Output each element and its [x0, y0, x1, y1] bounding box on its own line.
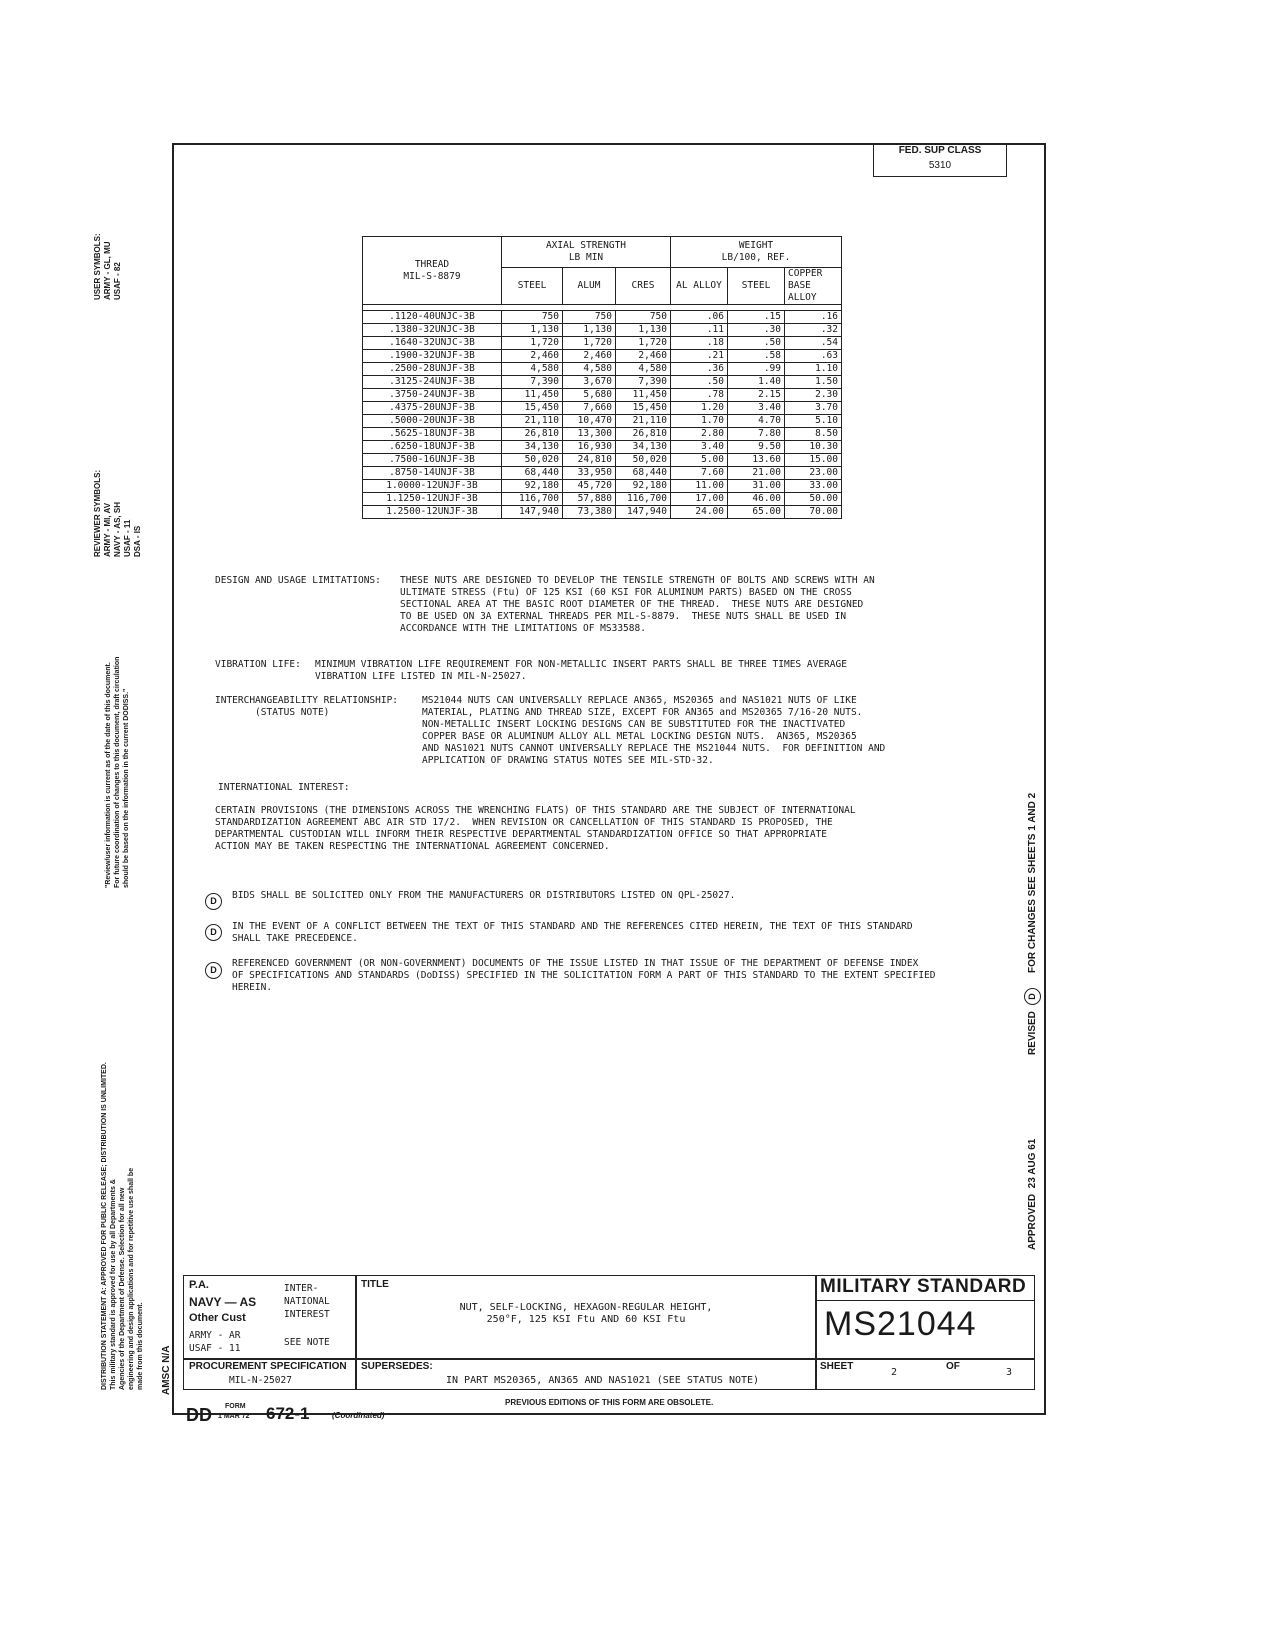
- form-date: 1 MAR 72: [218, 1413, 250, 1420]
- military-standard-label: MILITARY STANDARD: [820, 1276, 1027, 1297]
- value-cell: 24,810: [563, 454, 616, 467]
- col-al-alloy: AL ALLOY: [671, 268, 728, 305]
- thread-cell: 1.0000-12UNJF-3B: [363, 480, 502, 493]
- thread-cell: .7500-16UNJF-3B: [363, 454, 502, 467]
- table-row: [363, 441, 842, 454]
- value-cell: 13.60: [728, 454, 785, 467]
- value-cell: .50: [671, 376, 728, 389]
- value-cell: 116,700: [616, 493, 671, 506]
- table-row: [363, 311, 842, 324]
- col-weight-steel: STEEL: [728, 268, 785, 305]
- ms-number: MS21044: [824, 1305, 977, 1343]
- value-cell: .15: [728, 311, 785, 324]
- sheet-box: [815, 1358, 1035, 1390]
- changes-note: FOR CHANGES SEE SHEETS 1 AND 2: [1027, 792, 1038, 973]
- value-cell: 116,700: [502, 493, 563, 506]
- reviewer-symbols: [93, 470, 143, 557]
- value-cell: 17.00: [671, 493, 728, 506]
- distStmt-line: DISTRIBUTION STATEMENT A: APPROVED FOR PUBLIC RELEASE; DISTRIBUTION IS UNLIMITED.: [101, 1062, 108, 1390]
- value-cell: .30: [728, 324, 785, 337]
- design-text: THESE NUTS ARE DESIGNED TO DEVELOP THE TENSILE STRENGTH OF BOLTS AND SCREWS WITH AN ULTIMATE STRESS (Ftu) OF 125 KSI (60 KSI FOR ALUMINUM PARTS) BASED ON THE CROSS SECTIONAL AREA AT THE BASIC ROOT DIAMETER OF THE THREAD. THESE NUTS ARE DESIGNED TO BE USED ON 3A EXTERNAL THREADS PER MIL-S-8879. THESE NUTS SHALL BE USED IN ACCORDANCE WITH THE LIMITATIONS OF MS33588.: [400, 575, 875, 634]
- value-cell: 750: [502, 311, 563, 324]
- table-row: [363, 376, 842, 389]
- intl-interest: INTER- NATIONAL INTEREST: [284, 1283, 330, 1320]
- value-cell: 7,390: [616, 376, 671, 389]
- distStmt-line: This military standard is approved for use by all Departments &: [110, 1179, 117, 1390]
- value-cell: 5.10: [785, 415, 842, 428]
- value-cell: .32: [785, 324, 842, 337]
- vibration-text: MINIMUM VIBRATION LIFE REQUIREMENT FOR NON-METALLIC INSERT PARTS SHALL BE THREE TIMES AVERAGE VIBRATION LIFE LISTED IN MIL-N-25027.: [315, 659, 847, 682]
- revNotice-line: For future coordination of changes to this document, draft circulation: [114, 656, 121, 888]
- fed-sup-class-label: FED. SUP CLASS: [898, 145, 982, 156]
- value-cell: .11: [671, 324, 728, 337]
- table-row: [363, 350, 842, 363]
- sheet-number: 2: [891, 1367, 898, 1378]
- value-cell: 3.40: [728, 402, 785, 415]
- thread-header-l1: THREAD: [414, 258, 450, 270]
- interchange-label: INTERCHANGEABILITY RELATIONSHIP: (STATUS NOTE): [215, 695, 399, 718]
- distStmt-line: engineering and design applications and for repetitive use shall be: [128, 1167, 135, 1390]
- thread-cell: .6250-18UNJF-3B: [363, 441, 502, 454]
- value-cell: 26,810: [616, 428, 671, 441]
- thread-cell: .1900-32UNJF-3B: [363, 350, 502, 363]
- thread-cell: .1380-32UNJC-3B: [363, 324, 502, 337]
- table-row: [363, 493, 842, 506]
- value-cell: 34,130: [616, 441, 671, 454]
- army-ar: ARMY - AR: [189, 1330, 241, 1341]
- value-cell: 15.00: [785, 454, 842, 467]
- userSym-line: USAF - 82: [113, 262, 122, 300]
- value-cell: 1.40: [728, 376, 785, 389]
- value-cell: 7,660: [563, 402, 616, 415]
- sheet-label: SHEET: [820, 1361, 854, 1372]
- thread-cell: .1120-40UNJC-3B: [363, 311, 502, 324]
- of-label: OF: [946, 1361, 960, 1372]
- ms-box: [815, 1275, 1035, 1360]
- vibration-label: VIBRATION LIFE:: [215, 659, 301, 670]
- col-alum: ALUM: [563, 268, 616, 305]
- value-cell: 34,130: [502, 441, 563, 454]
- value-cell: 8.50: [785, 428, 842, 441]
- value-cell: 9.50: [728, 441, 785, 454]
- table-row: [363, 480, 842, 493]
- value-cell: 50,020: [502, 454, 563, 467]
- value-cell: 2.15: [728, 389, 785, 402]
- value-cell: 33.00: [785, 480, 842, 493]
- axial-strength-table-wrap: [362, 236, 842, 519]
- value-cell: 3,670: [563, 376, 616, 389]
- value-cell: 92,180: [502, 480, 563, 493]
- revSym-line: USAF - 11: [123, 519, 132, 557]
- value-cell: 4.70: [728, 415, 785, 428]
- value-cell: 65.00: [728, 506, 785, 519]
- other-cust: Other Cust: [189, 1312, 246, 1324]
- value-cell: 26,810: [502, 428, 563, 441]
- ms-divider: [816, 1300, 1034, 1301]
- col-steel: STEEL: [502, 268, 563, 305]
- weight-header-l1: WEIGHT: [738, 240, 774, 251]
- thread-cell: .8750-14UNJF-3B: [363, 467, 502, 480]
- revSym-line: DSA - IS: [133, 525, 142, 557]
- supersedes-label: SUPERSEDES:: [361, 1361, 433, 1372]
- revSym-line: REVIEWER SYMBOLS:: [93, 469, 102, 557]
- col-copper: COPPER BASE ALLOY: [785, 268, 842, 305]
- thread-header-l2: MIL-S-8879: [403, 270, 461, 282]
- thread-cell: 1.1250-12UNJF-3B: [363, 493, 502, 506]
- user-symbols: [93, 233, 123, 300]
- table-row: [363, 402, 842, 415]
- value-cell: 50.00: [785, 493, 842, 506]
- value-cell: 45,720: [563, 480, 616, 493]
- d-marker-3: D: [205, 962, 222, 979]
- value-cell: .36: [671, 363, 728, 376]
- table-row: [363, 389, 842, 402]
- title-text: NUT, SELF-LOCKING, HEXAGON-REGULAR HEIGHT, 250°F, 125 KSI Ftu AND 60 KSI Ftu: [459, 1302, 713, 1325]
- table-row: [363, 506, 842, 519]
- value-cell: 7.80: [728, 428, 785, 441]
- value-cell: 31.00: [728, 480, 785, 493]
- value-cell: 10.30: [785, 441, 842, 454]
- value-cell: 4,580: [502, 363, 563, 376]
- value-cell: 21,110: [502, 415, 563, 428]
- thread-cell: 1.2500-12UNJF-3B: [363, 506, 502, 519]
- value-cell: 11,450: [502, 389, 563, 402]
- d-note-2: [205, 920, 222, 941]
- value-cell: .58: [728, 350, 785, 363]
- value-cell: .16: [785, 311, 842, 324]
- value-cell: 57,880: [563, 493, 616, 506]
- value-cell: 7,390: [502, 376, 563, 389]
- interchange-text: MS21044 NUTS CAN UNIVERSALLY REPLACE AN365, MS20365 and NAS1021 NUTS OF LIKE MATERIAL, PLATING AND THREAD SIZE, EXCEPT FOR AN365 and MS20365 7/16-20 NUTS. NON-METALLIC INSERT LOCKING DESIGNS CAN BE SUBSTITUTED FOR THE INACTIVATED COPPER BASE OR ALUMINUM ALLOY ALL METAL LOCKING DESIGN NUTS. AN365, MS20365 AND NAS1021 NUTS CANNOT UNIVERSALLY REPLACE THE MS21044 NUTS. FOR DEFINITION AND APPLICATION OF DRAWING STATUS NOTES SEE MIL-STD-32.: [422, 695, 886, 766]
- value-cell: 16,930: [563, 441, 616, 454]
- form-label: FORM: [225, 1403, 246, 1410]
- value-cell: 4,580: [563, 363, 616, 376]
- value-cell: 1,130: [616, 324, 671, 337]
- value-cell: 68,440: [616, 467, 671, 480]
- value-cell: .99: [728, 363, 785, 376]
- revised-label: REVISED: [1027, 1011, 1038, 1055]
- pa-box: [183, 1275, 357, 1360]
- revised-marker: [1024, 984, 1041, 1005]
- previous-editions: PREVIOUS EDITIONS OF THIS FORM ARE OBSOLETE.: [505, 1398, 714, 1407]
- title-box: [355, 1275, 817, 1360]
- distStmt-line: Agencies of the Department of Defense. Selection for all new: [119, 1187, 126, 1390]
- value-cell: .18: [671, 337, 728, 350]
- value-cell: 70.00: [785, 506, 842, 519]
- value-cell: 3.70: [785, 402, 842, 415]
- revNotice-line: should be based on the information in the current DODISS.": [123, 688, 130, 888]
- value-cell: 24.00: [671, 506, 728, 519]
- thread-cell: .2500-28UNJF-3B: [363, 363, 502, 376]
- value-cell: 11.00: [671, 480, 728, 493]
- revision-d-marker: D: [1024, 988, 1041, 1005]
- value-cell: 46.00: [728, 493, 785, 506]
- value-cell: 1,130: [563, 324, 616, 337]
- value-cell: 7.60: [671, 467, 728, 480]
- value-cell: 21.00: [728, 467, 785, 480]
- weight-header: [671, 237, 842, 268]
- userSym-line: USER SYMBOLS:: [93, 233, 102, 300]
- d-marker-2: D: [205, 924, 222, 941]
- value-cell: .06: [671, 311, 728, 324]
- review-notice: [104, 657, 131, 888]
- axial-header-l2: LB MIN: [568, 252, 604, 263]
- design-label: DESIGN AND USAGE LIMITATIONS:: [215, 575, 381, 586]
- see-note: SEE NOTE: [284, 1337, 330, 1348]
- d-note-1-text: BIDS SHALL BE SOLICITED ONLY FROM THE MANUFACTURERS OR DISTRIBUTORS LISTED ON QPL-25027.: [232, 890, 736, 901]
- value-cell: 1.20: [671, 402, 728, 415]
- title-label: TITLE: [361, 1279, 389, 1290]
- value-cell: 5,680: [563, 389, 616, 402]
- form-number: 672-1: [266, 1404, 310, 1423]
- value-cell: .54: [785, 337, 842, 350]
- supersedes-box: [355, 1358, 817, 1390]
- table-row: [363, 415, 842, 428]
- value-cell: 15,450: [616, 402, 671, 415]
- col-cres: CRES: [616, 268, 671, 305]
- value-cell: .63: [785, 350, 842, 363]
- pa-label: P.A.: [189, 1279, 209, 1291]
- revNotice-line: "Review/user information is current as of the date of this document.: [105, 662, 112, 888]
- amsc-label: AMSC N/A: [161, 1345, 172, 1395]
- thread-cell: .3750-24UNJF-3B: [363, 389, 502, 402]
- value-cell: 147,940: [616, 506, 671, 519]
- thread-cell: .3125-24UNJF-3B: [363, 376, 502, 389]
- table-row: [363, 363, 842, 376]
- navy-as: NAVY — AS: [189, 1295, 257, 1309]
- value-cell: .21: [671, 350, 728, 363]
- value-cell: 750: [563, 311, 616, 324]
- d-marker-1: D: [205, 893, 222, 910]
- distribution-statement: [100, 1062, 145, 1390]
- d-note-2-text: IN THE EVENT OF A CONFLICT BETWEEN THE TEXT OF THIS STANDARD AND THE REFERENCES CITED HEREIN, THE TEXT OF THIS STANDARD SHALL TAKE PRECEDENCE.: [232, 921, 913, 944]
- axial-header-l1: AXIAL STRENGTH: [545, 240, 627, 251]
- value-cell: .78: [671, 389, 728, 402]
- value-cell: 2,460: [502, 350, 563, 363]
- table-row: [363, 337, 842, 350]
- value-cell: 2,460: [616, 350, 671, 363]
- value-cell: 92,180: [616, 480, 671, 493]
- table-row: [363, 324, 842, 337]
- axial-strength-table: [362, 236, 842, 519]
- value-cell: 2.80: [671, 428, 728, 441]
- d-note-3: [205, 958, 222, 979]
- value-cell: 21,110: [616, 415, 671, 428]
- value-cell: 3.40: [671, 441, 728, 454]
- thread-cell: .4375-20UNJF-3B: [363, 402, 502, 415]
- d-note-3-text: REFERENCED GOVERNMENT (OR NON-GOVERNMENT) DOCUMENTS OF THE ISSUE LISTED IN THAT ISSUE OF THE DEPARTMENT OF DEFENSE INDEX OF SPECIFICATIONS AND STANDARDS (DoDISS) SPECIFIED IN THE SOLICITATION FORM A PART OF THIS STANDARD TO THE EXTENT SPECIFIED HEREIN.: [232, 958, 936, 993]
- intl-label: INTERNATIONAL INTEREST:: [218, 782, 350, 793]
- value-cell: 4,580: [616, 363, 671, 376]
- value-cell: .50: [728, 337, 785, 350]
- procurement-box: [183, 1358, 357, 1390]
- fed-sup-class-value: 5310: [928, 160, 952, 171]
- thread-cell: .5625-18UNJF-3B: [363, 428, 502, 441]
- value-cell: 1,720: [616, 337, 671, 350]
- revSym-line: NAVY - AS, SH: [113, 502, 122, 557]
- value-cell: 73,380: [563, 506, 616, 519]
- value-cell: 68,440: [502, 467, 563, 480]
- approved-date: APPROVED 23 AUG 61: [1027, 1138, 1038, 1250]
- value-cell: 10,470: [563, 415, 616, 428]
- value-cell: 50,020: [616, 454, 671, 467]
- intl-text: CERTAIN PROVISIONS (THE DIMENSIONS ACROSS THE WRENCHING FLATS) OF THIS STANDARD ARE THE SUBJECT OF INTERNATIONAL STANDARDIZATION AGREEMENT ABC AIR STD 17/2. WHEN REVISION OR CANCELLATION OF THIS STANDARD IS PROPOSED, THE DEPARTMENTAL CUSTODIAN WILL INFORM THEIR RESPECTIVE DEPARTMENTAL STANDARDIZATION OFFICE SO THAT APPROPRIATE ACTION MAY BE TAKEN RESPECTING THE INTERNATIONAL AGREEMENT CONCERNED.: [215, 805, 856, 852]
- fed-sup-class-box: [873, 143, 1007, 177]
- value-cell: 1.50: [785, 376, 842, 389]
- table-row: [363, 428, 842, 441]
- supersedes-text: IN PART MS20365, AN365 AND NAS1021 (SEE STATUS NOTE): [446, 1375, 760, 1386]
- value-cell: 1,130: [502, 324, 563, 337]
- weight-header-l2: LB/100, REF.: [721, 252, 791, 263]
- value-cell: 1.70: [671, 415, 728, 428]
- value-cell: 1.10: [785, 363, 842, 376]
- value-cell: 5.00: [671, 454, 728, 467]
- value-cell: 147,940: [502, 506, 563, 519]
- value-cell: 2.30: [785, 389, 842, 402]
- distStmt-line: made from this document.: [137, 1302, 144, 1390]
- value-cell: 1,720: [502, 337, 563, 350]
- thread-cell: .1640-32UNJC-3B: [363, 337, 502, 350]
- sheet-total: 3: [1006, 1367, 1013, 1378]
- value-cell: 33,950: [563, 467, 616, 480]
- d-note-1: [205, 889, 222, 910]
- value-cell: 750: [616, 311, 671, 324]
- value-cell: 11,450: [616, 389, 671, 402]
- thread-header: [363, 237, 502, 305]
- dd-label: DD: [186, 1405, 212, 1425]
- value-cell: 23.00: [785, 467, 842, 480]
- procurement-label: PROCUREMENT SPECIFICATION: [189, 1361, 347, 1372]
- value-cell: 1,720: [563, 337, 616, 350]
- usaf-11: USAF - 11: [189, 1343, 241, 1354]
- userSym-line: ARMY - GL, MU: [103, 241, 112, 300]
- value-cell: 2,460: [563, 350, 616, 363]
- value-cell: 15,450: [502, 402, 563, 415]
- revSym-line: ARMY - MI, AV: [103, 502, 112, 557]
- table-row: [363, 454, 842, 467]
- axial-header: [502, 237, 671, 268]
- thread-cell: .5000-20UNJF-3B: [363, 415, 502, 428]
- procurement-value: MIL-N-25027: [229, 1375, 292, 1386]
- value-cell: 13,300: [563, 428, 616, 441]
- table-body: [363, 311, 842, 519]
- coordinated-label: (Coordinated): [332, 1411, 385, 1420]
- table-row: [363, 467, 842, 480]
